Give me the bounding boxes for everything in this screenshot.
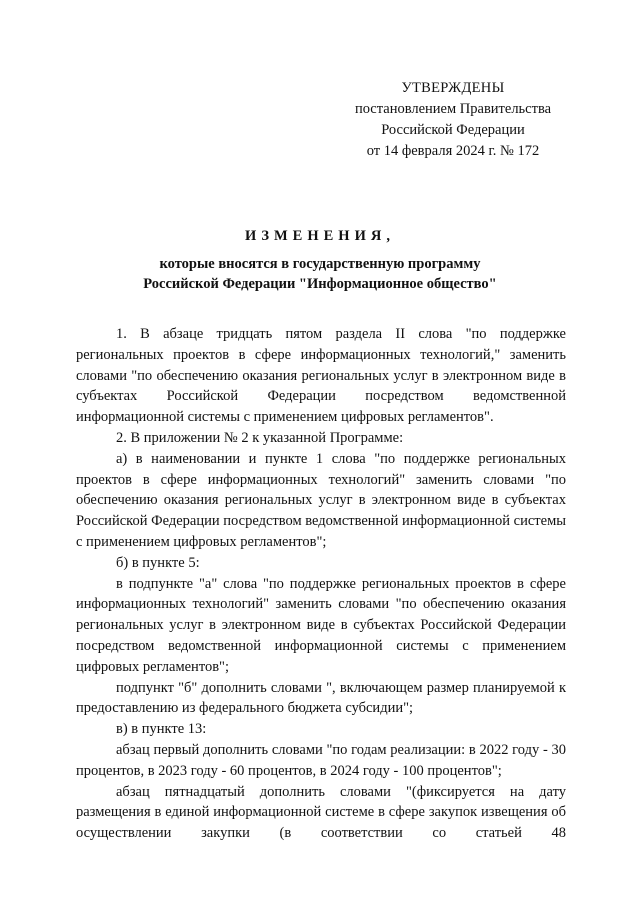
paragraph-2b: б) в пункте 5: <box>116 554 200 571</box>
paragraph-2c-1: абзац первый дополнить словами "по годам реализации: в 2022 году - 30 процентов, в 2023 году - 60 процентов, в 2024 году - 100 процентов"; <box>76 741 566 779</box>
paragraph-2c: в) в пункте 13: <box>116 721 207 738</box>
approval-heading: УТВЕРЖДЕНЫ <box>401 80 505 96</box>
paragraph-1: 1. В абзаце тридцать пятом раздела II слова "по поддержке региональных проектов в сфере информационных технологий," заменить словами "по обеспечению оказания региональных услуг в электронном виде в субъектах Российской Федерации посредством ведомственной информационной системы с применением цифровых регламентов". <box>76 326 566 426</box>
paragraph-2c-15: абзац пятнадцатый дополнить словами "(фиксируется на дату размещения в единой информационной системе в сфере закупок извещения об осуществлении закупки (в соответствии со статьей 48 <box>76 783 566 842</box>
approval-stamp <box>340 78 566 162</box>
approval-line-2: Российской Федерации <box>381 122 525 138</box>
approval-line-1: постановлением Правительства <box>354 101 552 117</box>
approval-line-3: от 14 февраля 2024 г. № 172 <box>366 143 540 159</box>
title-main: ИЗМЕНЕНИЯ, <box>245 228 395 244</box>
title-sub-line-2: Российской Федерации "Информационное общество" <box>143 276 497 292</box>
paragraph-2a: а) в наименовании и пункте 1 слова "по поддержке региональных проектов в сфере информационных технологий" заменить словами "по обеспечению оказания региональных услуг в электронном виде в субъектах Российской Федерации посредством ведомственной информационной системы с применением цифровых регламентов"; <box>76 450 566 550</box>
document-body <box>76 324 566 844</box>
paragraph-2: 2. В приложении № 2 к указанной Программе: <box>116 429 404 446</box>
paragraph-2b-a: в подпункте "а" слова "по поддержке региональных проектов в сфере информационных технологий" заменить словами "по обеспечению оказания региональных услуг в электронном виде в субъектах Российской Федерации посредством ведомственной информационной системы с применением цифровых регламентов"; <box>76 575 566 675</box>
document-title <box>60 226 580 294</box>
paragraph-2b-b: подпункт "б" дополнить словами ", включающем размер планируемой к предоставлению из федерального бюджета субсидии"; <box>76 679 566 717</box>
title-sub-line-1: которые вносятся в государственную программу <box>159 256 481 272</box>
